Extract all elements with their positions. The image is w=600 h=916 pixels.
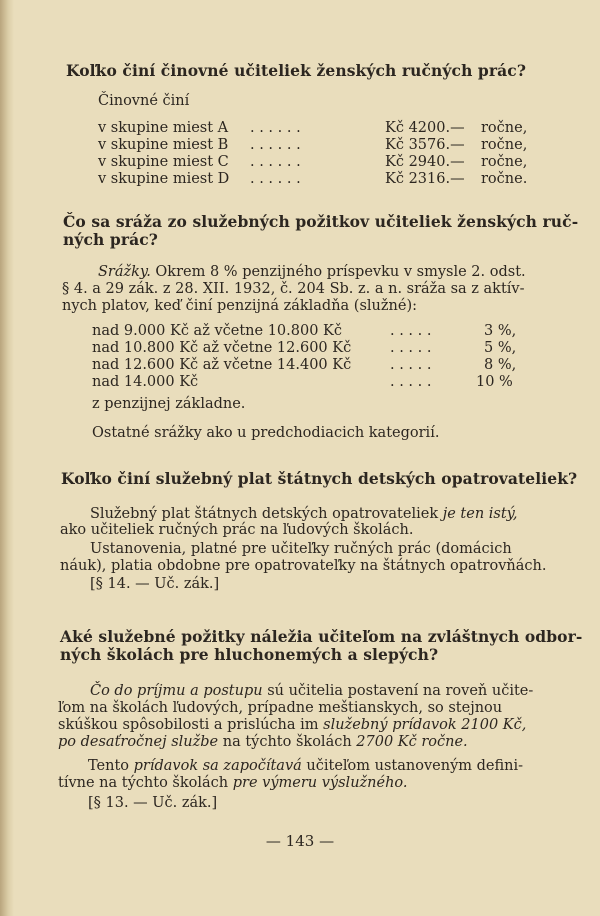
paragraph-line: Ustanovenia, platné pre učiteľky ručných prác (domácich [90, 541, 512, 557]
paragraph-line: Srážky. Okrem 8 % penzijného príspevku v smysle 2. odst. [98, 264, 526, 280]
paragraph-line: skúškou spôsobilosti a prislúcha im služebný prídavok 2100 Kč, [58, 717, 527, 733]
paragraph-reference: [§ 13. — Uč. zák.] [88, 795, 218, 811]
heading-cinovne: Koľko činí činovné učiteliek ženských ručných prác? [66, 61, 526, 80]
paragraph-line: ako učiteliek ručných prác na ľudových školách. [60, 522, 414, 538]
paragraph-line: Ostatné srážky ako u predchodiacich kategorií. [92, 425, 440, 441]
paragraph-line: nych platov, keď činí penzijná základňa (služné): [62, 298, 417, 314]
heading-sraza-line1: Čo sa sráža zo služebných požitkov učiteliek ženských ruč- [63, 212, 579, 231]
heading-odborne-skoly-line1: Aké služebné požitky náležia učiteľom na zvláštnych odbor- [60, 627, 583, 646]
paragraph-line: po desaťročnej službe na týchto školách 2700 Kč ročne. [58, 734, 468, 750]
paragraph-line: Služebný plat štátnych detských opatrovateliek je ten istý, [90, 506, 518, 522]
paragraph-line: Tento prídavok sa započítavá učiteľom ustanoveným defini- [88, 758, 524, 774]
paragraph-line: § 4. a 29 zák. z 28. XII. 1932, č. 204 Sb. z. a n. sráža sa z aktív- [62, 281, 525, 297]
paragraph-line: z penzijnej základne. [92, 396, 246, 412]
paragraph-reference: [§ 14. — Uč. zák.] [90, 576, 220, 592]
paragraph-line: Čo do príjmu a postupu sú učitelia postavení na roveň učite- [90, 683, 534, 699]
book-page: Koľko činí činovné učiteliek ženských ručných prác? Činovné činí v skupine miest A . . . . . . Kč 4200.— ročne, v skupine miest B . . . . . . Kč 3576.— ročne, v skupine miest C . . . . . . Kč 2940.— ročne, v skupine miest D . . . . . . Kč 2316.— ročne. Čo sa sráža zo služebných požitkov učiteliek ženských ruč- ných prác? Srážky. Okrem 8 % penzijného príspevku v smysle 2. odst. § 4. a 29 zák. z 28. XII. 1932, č. 204 Sb. z. a n. sráža sa z aktív- nych platov, keď činí penzijná základňa (služné): nad 9.000 Kč až včetne 10.800 Kč . . . . . 3 %, nad 10.800 Kč až včetne 12.600 Kč . . . . . 5 %, nad 12.600 Kč až včetne 14.400 Kč . . . . . 8 %, nad 14.000 Kč . . . . . 10 % z penzijnej základne. Ostatné srážky ako u predchodiacich kategorií. Koľko činí služebný plat štátnych detských opatrovateliek? Služebný plat štátnych detských opatrovateliek je ten istý, ako učiteliek ručných prác na ľudových školách. Ustanovenia, platné pre učiteľky ručných prác (domácich náuk), platia obdobne pre opatrovateľky na štátnych opatrovňách. [§ 14. — Uč. zák.] Aké služebné požitky náležia učiteľom na zvláštnych odbor- ných školách pre hluchonemých a slepých? Čo do príjmu a postupu sú učitelia postavení na roveň učite- ľom na školách ľudových, prípadne meštianskych, so stejnou skúškou spôsobilosti a prislúcha im služebný prídavok 2100 Kč, po desaťročnej službe na týchto školách 2700 Kč ročne. Tento prídavok sa započítavá učiteľom ustanoveným defini- tívne na týchto školách pre výmeru výslužného. [§ 13. — Uč. zák.] — 143 — [0, 0, 600, 916]
paragraph-line: náuk), platia obdobne pre opatrovateľky na štátnych opatrovňách. [60, 558, 547, 574]
paragraph-line: ľom na školách ľudových, prípadne meštianskych, so stejnou [58, 700, 503, 716]
heading-opatrovatelky: Koľko činí služebný plat štátnych detských opatrovateliek? [61, 469, 578, 488]
page-number: — 143 — [265, 832, 335, 850]
paragraph-line: tívne na týchto školách pre výmeru výslužného. [58, 775, 408, 791]
intro-cinovne: Činovné činí [98, 93, 190, 109]
heading-odborne-skoly-line2: ných školách pre hluchonemých a slepých? [60, 645, 439, 664]
heading-sraza-line2: ných prác? [63, 230, 158, 249]
